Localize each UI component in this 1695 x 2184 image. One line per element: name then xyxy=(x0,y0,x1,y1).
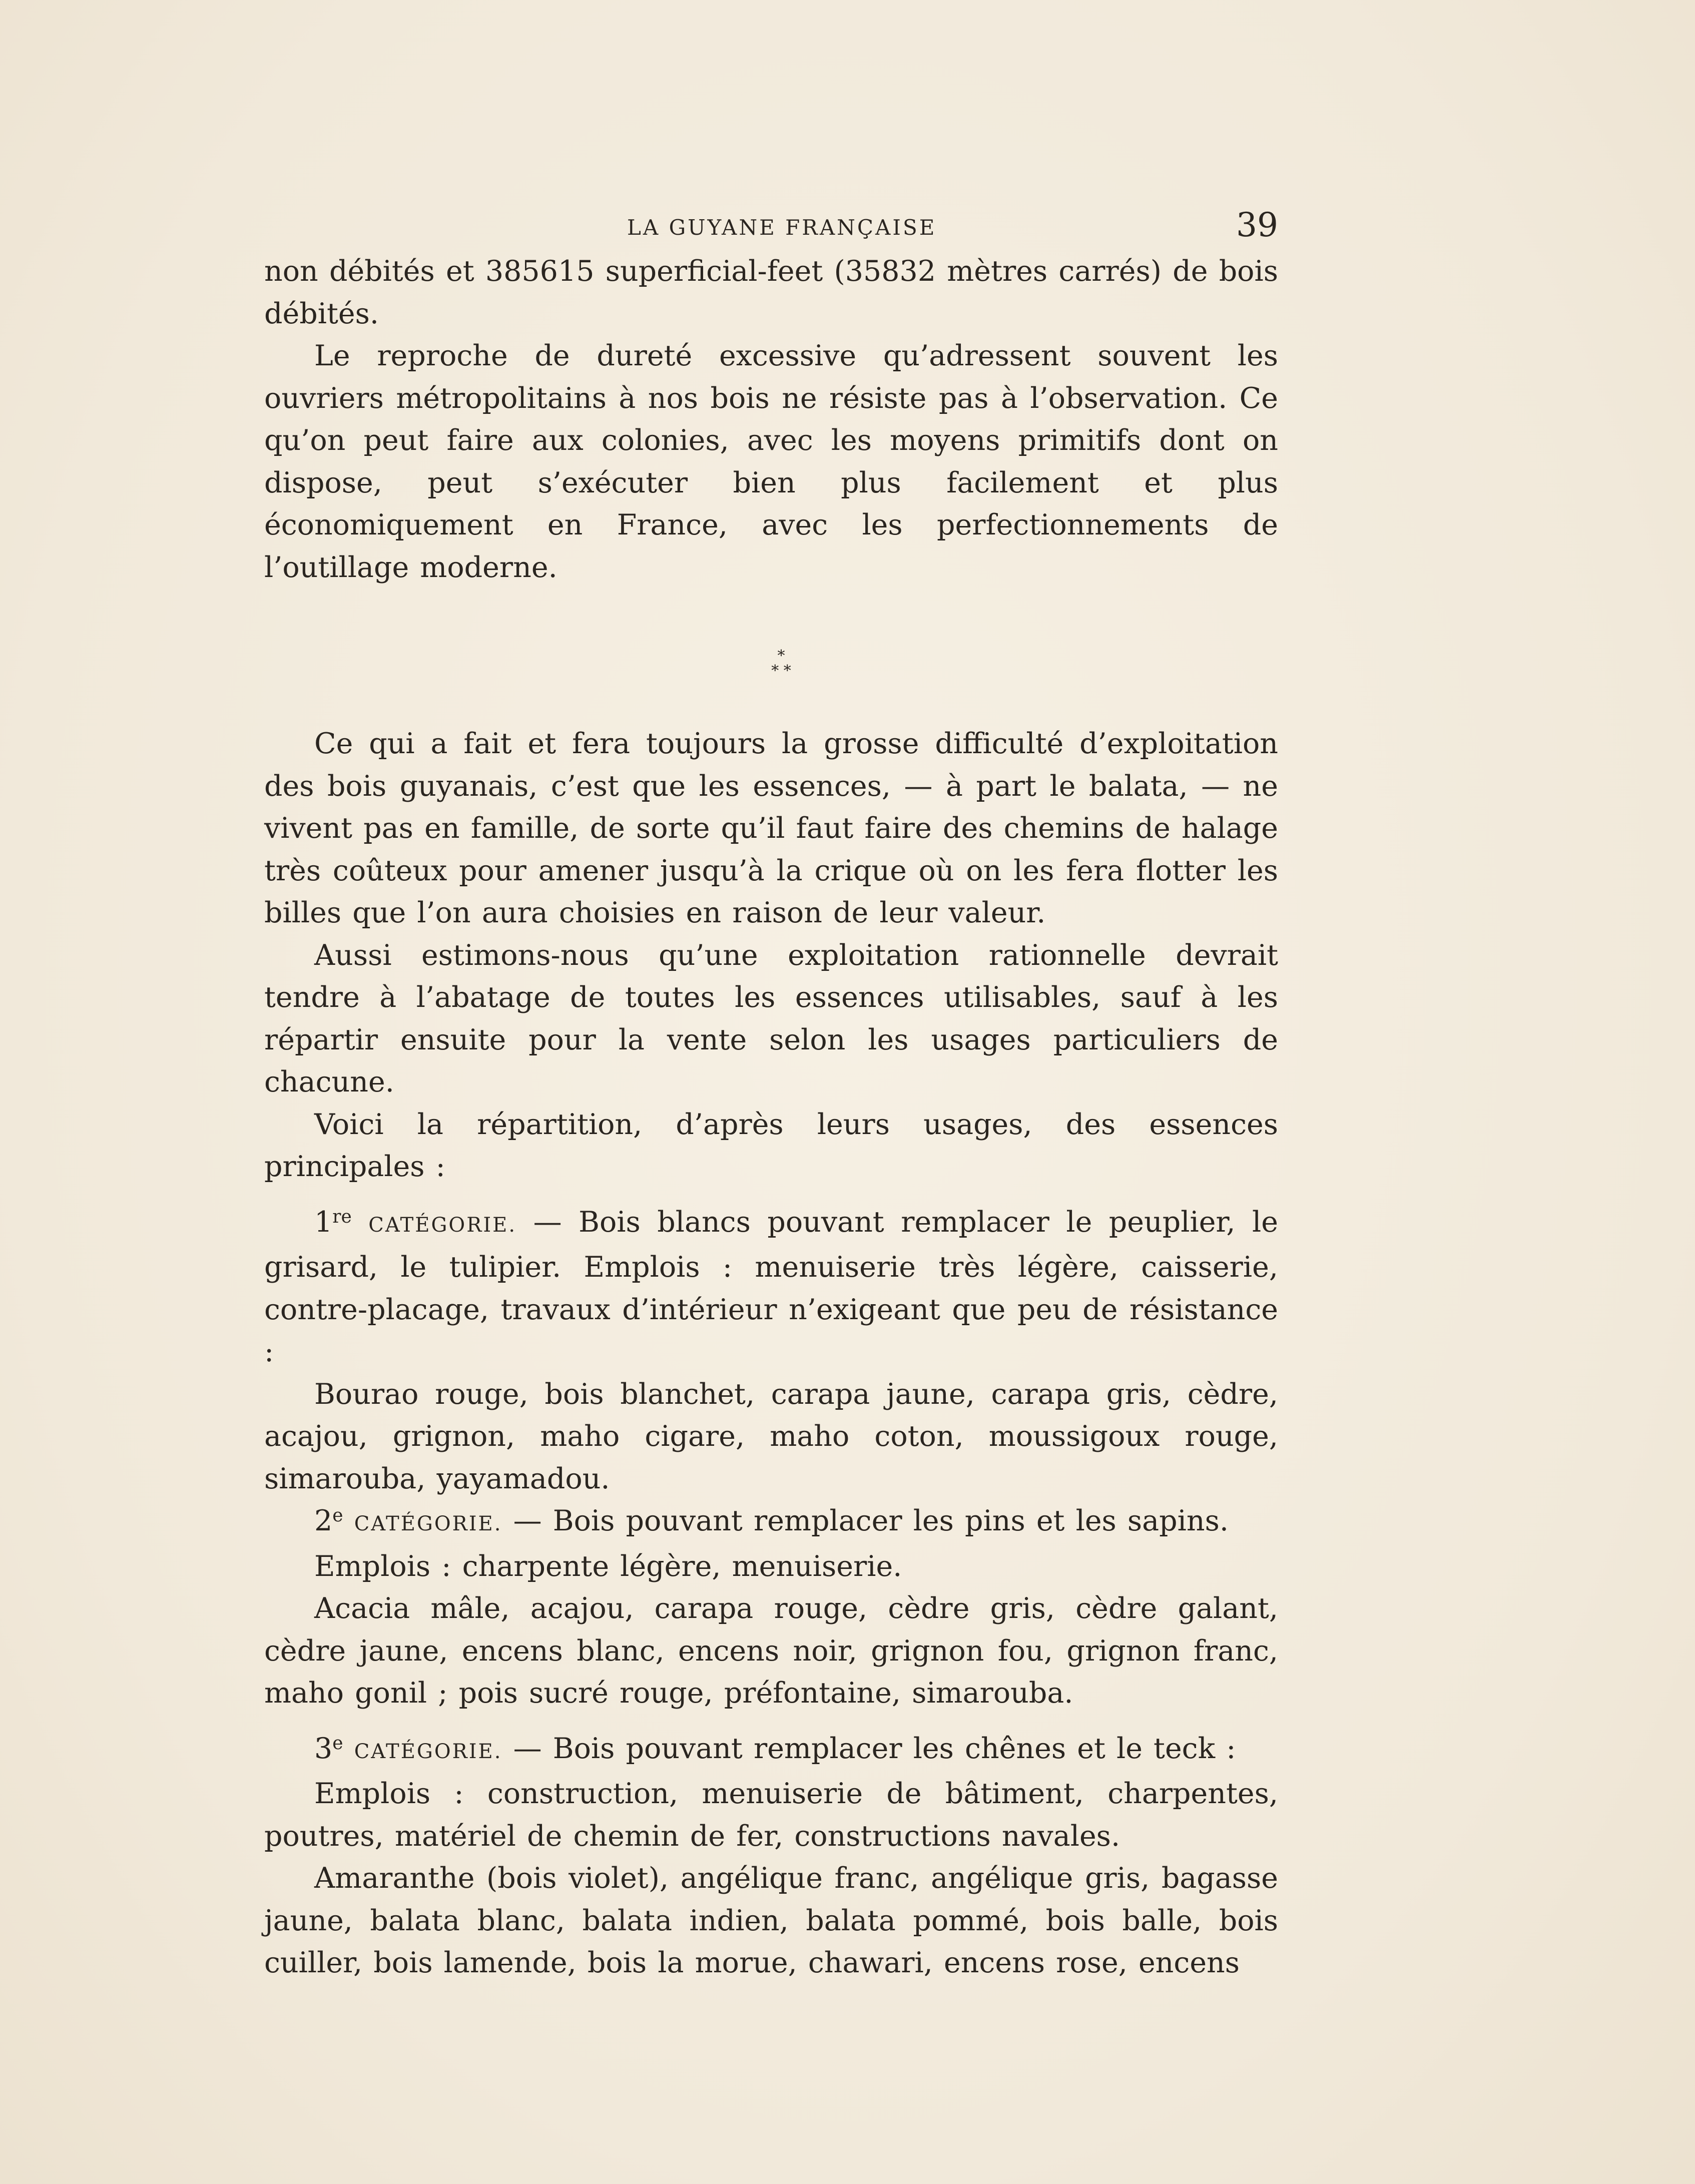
paragraph-distribution-intro: Voici la répartition, d’après leurs usages, des essences principales : xyxy=(264,1108,1278,1183)
category-1-ordinal: re xyxy=(332,1206,352,1227)
category-3-uses: Emplois : construction, menuiserie de bâtiment, charpentes, poutres, matériel de chemin de fer, constructions navales. xyxy=(264,1777,1278,1853)
category-1-description: — Bois blancs pouvant remplacer le peuplier, le grisard, le tulipier. Emplois : menuiserie très légère, caisserie, contre-placage, travaux d’intérieur n’exigeant que peu de résistance : xyxy=(264,1205,1278,1368)
category-3-number: 3 xyxy=(314,1732,333,1765)
running-title: LA GUYANE FRANÇAISE xyxy=(627,215,937,240)
category-3-description: — Bois pouvant remplacer les chênes et le teck : xyxy=(502,1732,1236,1765)
category-2-ordinal: e xyxy=(332,1505,343,1526)
category-2-description: — Bois pouvant remplacer les pins et les sapins. xyxy=(502,1504,1229,1537)
category-2-heading xyxy=(264,1500,1278,1545)
category-3-ordinal: e xyxy=(332,1733,343,1754)
page-number: 39 xyxy=(1236,206,1278,244)
category-1-label: CATÉGORIE. xyxy=(368,1213,517,1237)
category-1-heading xyxy=(264,1201,1278,1373)
category-3-label: CATÉGORIE. xyxy=(354,1740,502,1763)
category-3-heading xyxy=(264,1728,1278,1773)
category-3-species: Amaranthe (bois violet), angélique franc, angélique gris, bagasse jaune, balata blanc, balata indien, balata pommé, bois balle, bois cuiller, bois lamende, bois la morue, chawari, encens rose, encens xyxy=(264,1862,1278,1979)
running-head xyxy=(264,203,1278,250)
category-2-number: 2 xyxy=(314,1504,333,1537)
paragraph-continuation: non débités et 385615 superficial-feet (35832 mètres carrés) de bois débités. xyxy=(264,255,1278,330)
paragraph-difficulty: Ce qui a fait et fera toujours la grosse difficulté d’exploitation des bois guyanais, c’est que les essences, — à part le balata, — ne vivent pas en famille, de sorte qu’il faut faire des chemins de halage très coûteux pour amener jusqu’à la crique où on les fera flotter les billes que l’on aura choisies en raison de leur valeur. xyxy=(264,727,1278,929)
asterism-top-star: * xyxy=(777,647,785,665)
text-column xyxy=(264,203,1278,1984)
asterism-bottom-stars: * * xyxy=(771,662,791,680)
category-1-species: Bourao rouge, bois blanchet, carapa jaune, carapa gris, cèdre, acajou, grignon, maho cigare, maho coton, moussigoux rouge, simarouba, yayamadou. xyxy=(264,1377,1278,1495)
paragraph-rational-exploitation: Aussi estimons-nous qu’une exploitation rationnelle devrait tendre à l’abatage de toutes les essences utilisables, sauf à les répartir ensuite pour la vente selon les usages particuliers de chacune. xyxy=(264,938,1278,1099)
section-separator-asterism xyxy=(264,649,1278,679)
category-2-uses: Emplois : charpente légère, menuiserie. xyxy=(314,1549,902,1583)
paragraph-hardness: Le reproche de dureté excessive qu’adressent souvent les ouvriers métropolitains à nos bois ne résiste pas à l’observation. Ce qu’on peut faire aux colonies, avec les moyens primitifs dont on dispose, peut s’exécuter bien plus facilement et plus économiquement en France, avec les perfectionnements de l’outillage moderne. xyxy=(264,339,1278,584)
category-2-species: Acacia mâle, acajou, carapa rouge, cèdre gris, cèdre galant, cèdre jaune, encens blanc, encens noir, grignon fou, grignon franc, maho gonil ; pois sucré rouge, préfontaine, simarouba. xyxy=(264,1592,1278,1710)
category-2-label: CATÉGORIE. xyxy=(354,1512,502,1535)
category-1-number: 1 xyxy=(314,1205,333,1239)
